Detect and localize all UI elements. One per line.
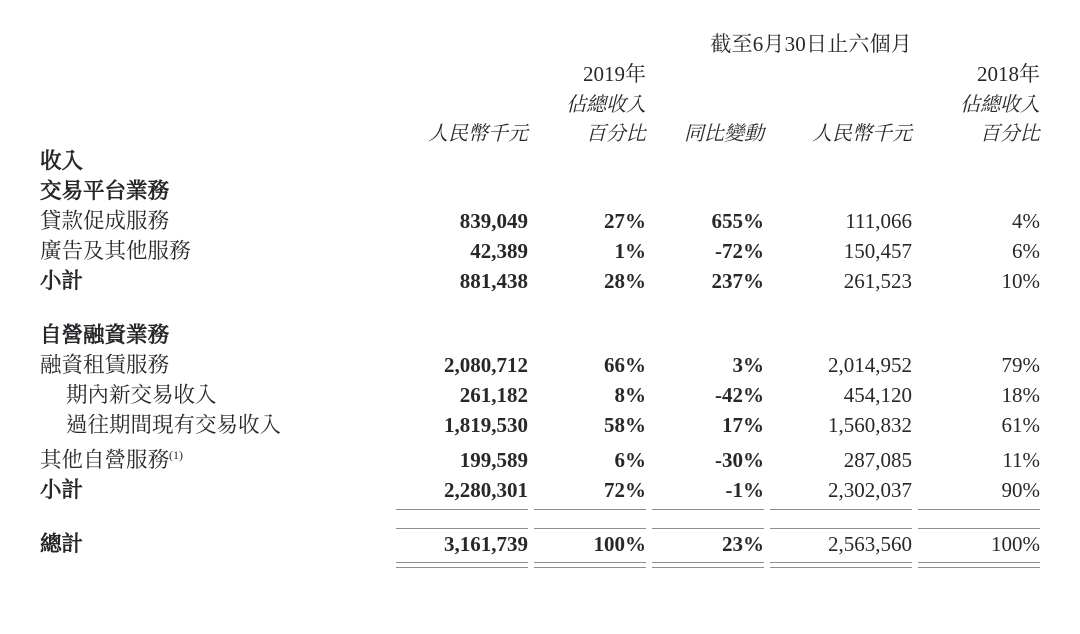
cell-pct-2018: 100% [912,529,1040,559]
section-title-self-operated [40,320,1040,350]
row-label-finance-lease: 融資租賃服務 [40,353,170,377]
table-row [40,206,1040,236]
header-unit-change: 同比變動 [684,123,764,145]
section-spacer [40,296,1040,320]
header-unit-rmb-2019: 人民幣千元 [428,123,528,145]
header-year-gap [646,58,764,88]
header-pct-spacer-3 [646,88,764,117]
table-header [40,28,1040,146]
row-label-grand-total: 總計 [40,532,84,557]
cell-rmb-2018: 2,014,952 [828,353,913,377]
cell-pct-2018: 61% [1001,413,1041,437]
header-period-spacer-right [912,28,1040,58]
cell-pct-2019: 1% [614,239,646,263]
cell-rmb-2019: 199,589 [459,448,528,473]
cell-pct-2019: 58% [604,413,646,437]
row-label-self-operated-subtotal: 小計 [40,478,84,503]
table-row-subtotal-self-operated [40,475,1040,505]
cell-pct-2019: 72% [528,475,646,505]
cell-pct-2019: 27% [604,209,646,233]
cell-change: 23% [646,529,764,559]
cell-pct-2018: 10% [1001,269,1041,293]
header-pct-of-total-2018: 佔總收入 [960,94,1041,116]
row-label-existing-transactions-text: 過往期間現有交易收入 [66,413,282,437]
cell-rmb-2019: 839,049 [459,209,528,233]
row-label-new-transactions [40,380,390,410]
cell-pct-2018: 90% [912,475,1040,505]
cell-change: -42% [715,383,764,407]
cell-rmb-2019: 2,080,712 [444,353,528,377]
table-row [40,236,1040,266]
cell-pct-2019: 6% [614,448,646,473]
cell-pct-2018: 18% [1001,383,1041,407]
cell-rmb-2018: 111,066 [845,209,913,233]
cell-rmb-2018: 150,457 [843,239,913,263]
table-row [40,350,1040,380]
cell-rmb-2018: 1,560,832 [828,413,913,437]
cell-change: 17% [722,413,764,437]
cell-pct-2018: 11% [1002,448,1041,473]
section-title-self-operated-label: 自營融資業務 [40,323,170,347]
cell-pct-2018: 79% [1001,353,1041,377]
cell-pct-2019: 28% [604,269,646,293]
header-unit-pct-2018: 百分比 [980,123,1041,145]
header-pct-of-total-2019: 佔總收入 [566,94,646,116]
cell-rmb-2018: 261,523 [843,269,913,293]
footnote-marker: (1) [169,448,184,462]
table-row [40,440,1040,475]
cell-rmb-2018: 2,302,037 [764,475,912,505]
section-title-platform-label: 交易平台業務 [40,179,170,203]
header-year-2018: 2018年 [977,62,1041,86]
row-label-other-self-operated-text: 其他自營服務 [40,448,170,473]
header-year-2019: 2019年 [583,62,646,86]
cell-rmb-2018: 2,563,560 [764,529,912,559]
header-year-spacer [40,58,390,88]
header-row-years [40,58,1040,88]
cell-pct-2018: 6% [1012,239,1041,263]
header-row-units [40,117,1040,146]
header-pct-spacer [40,88,390,117]
table-row [40,410,1040,440]
cell-pct-2019: 8% [614,383,646,407]
section-title-revenue-label: 收入 [40,149,84,173]
header-period-spacer [40,28,390,58]
row-label-loan-facilitation: 貸款促成服務 [40,209,170,233]
table-row [40,380,1040,410]
cell-change: 3% [732,353,764,377]
table-body [40,146,1040,559]
header-pct-spacer-4 [764,88,912,117]
cell-pct-2019: 66% [604,353,646,377]
revenue-breakdown-table [40,28,1040,559]
section-title-platform [40,176,1040,206]
cell-change: 237% [711,269,764,293]
cell-change: 655% [711,209,764,233]
cell-rmb-2018: 287,085 [843,448,913,473]
header-unit-rmb-2018: 人民幣千元 [812,123,913,145]
header-unit-spacer [40,117,390,146]
cell-rmb-2018: 454,120 [843,383,913,407]
cell-rmb-2019: 261,182 [459,383,528,407]
cell-rmb-2019: 2,280,301 [390,475,528,505]
header-unit-pct-2019: 百分比 [586,123,646,145]
cell-rmb-2019: 881,438 [459,269,528,293]
header-period-label: 截至6月30日止六個月 [710,32,913,56]
cell-rmb-2019: 3,161,739 [390,529,528,559]
row-label-advertising-other: 廣告及其他服務 [40,239,191,263]
header-row-pct-of-total [40,88,1040,117]
header-row-period [40,28,1040,58]
table-row-subtotal-platform [40,266,1040,296]
header-pct-spacer-2 [390,88,528,117]
row-label-existing-transactions [40,410,390,440]
section-title-revenue [40,146,1040,176]
cell-change: -72% [715,239,764,263]
cell-change: -1% [646,475,764,505]
row-label-new-transactions-text: 期內新交易收入 [66,383,217,407]
cell-pct-2018: 4% [1012,209,1041,233]
row-label-other-self-operated [40,440,390,475]
cell-rmb-2019: 1,819,530 [444,413,528,437]
row-label-platform-subtotal: 小計 [40,269,84,293]
table-row-grand-total [40,529,1040,559]
cell-change: -30% [715,448,764,473]
cell-rmb-2019: 42,389 [470,239,528,263]
cell-pct-2019: 100% [528,529,646,559]
